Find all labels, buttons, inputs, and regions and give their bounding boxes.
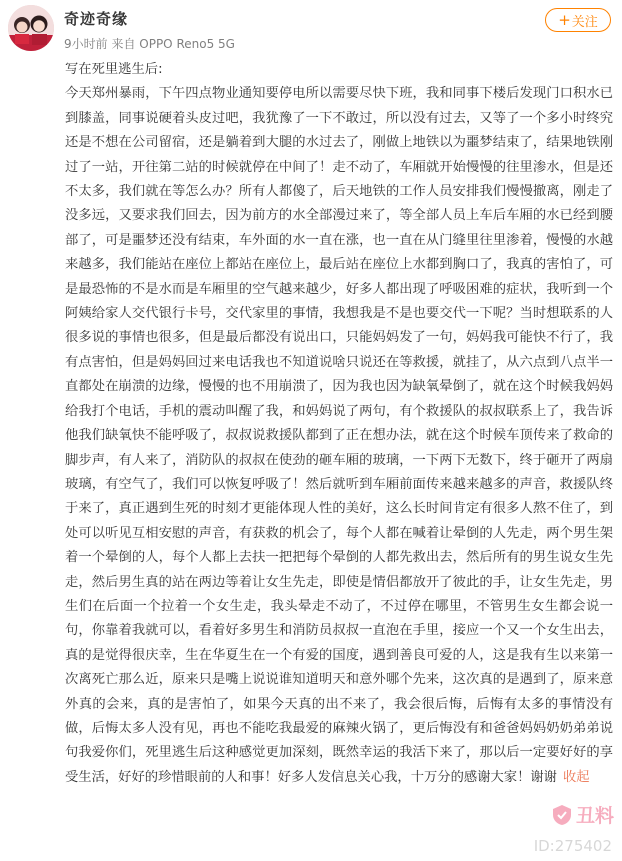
watermark [522,801,614,855]
post-content [65,58,613,790]
watermark-logo [551,801,614,828]
username[interactable]: 奇迹奇缘 [64,10,129,28]
collapse-link[interactable]: 收起 [562,769,590,785]
post-title: 写在死里逃生后: [65,62,163,77]
watermark-brand: 丑料 [575,805,614,827]
post-header [0,0,622,56]
follow-button[interactable] [545,8,611,32]
post-meta: 9小时前 来自 OPPO Reno5 5G [64,37,235,51]
plus-icon: + [558,10,571,29]
post-body: 今天郑州暴雨，下午四点物业通知要停电所以需要尽快下班，我和同事下楼后发现门口积水已到膝盖，同事说硬着头皮过吧，我犹豫了一下不敢过，所以没有过去，又等了一个多小时终究还是不想在公司留宿，还是躺着到大腿的水过去了，刚做上地铁以为噩梦结束了，结果地铁刚过了一站，开往第二站的时候就停在中间了！走不动了，车厢就开始慢慢的往里渗水，但是还不太多，我们就在等怎么办？所有人都傻了，后天地铁的工作人员安排我们慢慢撤离，刚走了没多远，又要求我们回去，因为前方的水全部漫过来了，等全部人员上车后车厢的水已经到腰部了，可是噩梦还没有结束，车外面的水一直在涨，也一直在从门缝里往里渗着，慢慢的水越来越多，我们能站在座位上都站在座位上，最后站在座位上水都到胸口了，我真的害怕了，可是最恐怖的不是水而是车厢里的空气越来越少，好多人都出现了呼吸困难的症状，我听到一个阿姨给家人交代银行卡号，交代家里的事情，我想我是不是也要交代一下呢？当时想联系的人很多说的事情也很多，但是最后都没有说出口，只能妈妈发了一句，妈妈我可能快不行了，我有点害怕，但是妈妈回过来电话我也不知道说啥只说还在等救援，就挂了，从六点到八点半一直都处在崩溃的边缘，慢慢的也不用崩溃了，因为我也因为缺氧晕倒了，就在这个时候我妈妈给我打个电话，手机的震动叫醒了我，和妈妈说了两句，有个救援队的叔叔联系上了，我告诉他我们缺氧快不能呼吸了，叔叔说救援队都到了正在想办法，就在这个时候车顶传来了救命的脚步声，有人来了，消防队的叔叔在使劲的砸车厢的玻璃，一下两下无数下，终于砸开了两扇玻璃，有空气了，我们可以恢复呼吸了！然后就听到车厢前面传来越来越多的声音，救援队终于来了，真正遇到生死的时刻才更能体现人性的美好，这么长时间肯定有很多人熬不住了，到处可以听见互相安慰的声音，有获救的机会了，每个人都在喊着让晕倒的人先走，两个男生架着一个晕倒的人，每个人都上去扶一把把每个晕倒的人都先救出去，然后所有的男生说女生先走，然后男生真的站在两边等着让女生先走，即使是情侣都放开了彼此的手，让女生先走，男生们在后面一个拉着一个女生走，我头晕走不动了，不过停在哪里，不管男生女生都会说一句，你靠着我就可以，看着好多男生和消防员叔叔一直泡在手里，接应一个又一个女生出去，真的是觉得很庆幸，生在华夏生在一个有爱的国度，遇到善良可爱的人，这是我有生以来第一次离死亡那么近，原来只是嘴上说说谁知道明天和意外哪个先来，这次真的是遇到了，原来意外真的会来，真的是害怕了，如果今天真的出不来了，我会很后悔，后悔有太多的事情没有做，后悔太多人没有见，再也不能吃我最爱的麻辣火锅了，更后悔没有和爸爸妈妈奶奶弟弟说句我爱你们，死里逃生后这种感觉更加深刻，既然幸运的我活下来了，那以后一定要好好的享受生活，好好的珍惜眼前的人和事！好多人发信息关心我，十万分的感谢大家！谢谢 [65,86,613,785]
watermark-shield-icon [551,804,573,826]
post-body-paragraph [65,82,613,790]
avatar-photo-icon [8,5,54,51]
follow-label: 关注 [571,14,598,30]
watermark-id: ID:275402 [533,837,612,855]
avatar[interactable] [8,5,54,51]
